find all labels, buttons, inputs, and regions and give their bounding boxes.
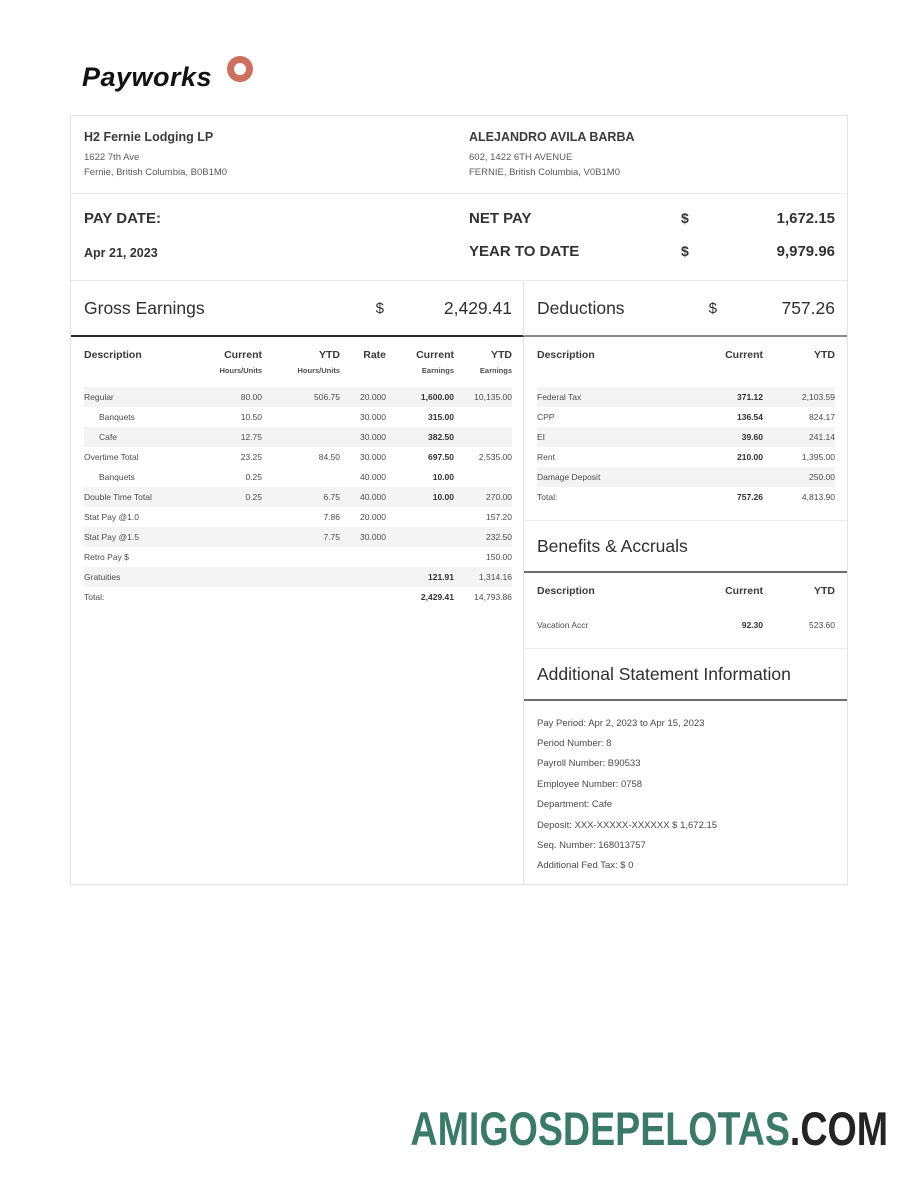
earnings-rate: 40.000 [360,472,386,482]
deductions-description: Federal Tax [537,392,582,402]
earnings-header-sublabel: Hours/Units [297,366,340,375]
earnings-rate: 30.000 [360,412,386,422]
benefits-table-body [537,615,835,635]
deductions-current: 757.26 [737,492,763,502]
earnings-ytd-earnings: 14,793.86 [474,592,512,602]
deductions-current: 371.12 [737,392,763,402]
earnings-current-earnings: 697.50 [428,452,454,462]
deductions-header-cell [668,349,763,361]
payworks-logo-text: Payworks [82,62,213,92]
deductions-row [537,427,835,447]
earnings-header-sublabel: Earnings [479,366,512,375]
watermark-suffix-text: .COM [789,1102,888,1155]
earnings-description: Total: [84,592,105,602]
earnings-rate: 30.000 [360,432,386,442]
additional-info-line: Department: Cafe [537,799,612,811]
gross-earnings-total [71,281,524,337]
employee-address-line1: 602, 1422 6TH AVENUE [469,152,573,163]
earnings-ytd-earnings: 150.00 [486,552,512,562]
earnings-header-cell [340,349,386,366]
earnings-row [84,387,512,407]
deductions-amount: 757.26 [781,297,835,318]
additional-info-line: Seq. Number: 168013757 [537,840,646,852]
earnings-current-hours: 80.00 [240,392,262,402]
earnings-header-label: YTD [491,349,512,361]
earnings-description: Cafe [99,432,117,442]
address-section [71,116,847,194]
earnings-current-hours: 0.25 [245,472,262,482]
gross-earnings-amount: 2,429.41 [443,297,512,318]
earnings-description: Double Time Total [84,492,152,502]
additional-info-line: Deposit: XXX-XXXXX-XXXXXX $ 1,672.15 [537,819,718,831]
earnings-header-sublabel: Earnings [421,366,454,375]
earnings-row [84,547,512,567]
earnings-current-earnings: 2,429.41 [420,592,454,602]
earnings-row [84,587,512,607]
employee-name: ALEJANDRO AVILA BARBA [469,130,635,144]
earnings-ytd-earnings: 1,314.16 [478,572,512,582]
benefits-header-label: Description [537,585,595,597]
deductions-current: 210.00 [737,452,763,462]
deductions-header-cell [763,349,835,361]
benefits-header-cell [537,585,668,597]
earnings-header-sublabel: Hours/Units [219,366,262,375]
additional-info-line: Period Number: 8 [537,738,612,750]
watermark-primary-text: AMIGOSDEPELOTAS [410,1102,790,1155]
deductions-header-cell [537,349,668,361]
net-pay-currency: $ [681,210,689,226]
deductions-row [537,467,835,487]
earnings-ytd-hours: 7.75 [323,532,340,542]
earnings-description: Banquets [99,412,135,422]
paystub-document [70,115,848,885]
earnings-header-cell [262,349,340,375]
earnings-row [84,487,512,507]
benefits-current: 92.30 [741,620,763,630]
earnings-description: Gratuities [84,572,121,582]
deductions-current: 39.60 [741,432,763,442]
earnings-current-earnings: 10.00 [432,472,454,482]
earnings-current-earnings: 382.50 [428,432,454,442]
benefits-header-label: Current [725,585,763,597]
deductions-header-label: YTD [814,349,835,361]
payworks-logo [82,56,253,93]
earnings-row [84,447,512,467]
earnings-current-earnings: 1,600.00 [420,392,454,402]
earnings-ytd-earnings: 157.20 [486,512,512,522]
benefits-row [537,615,835,635]
earnings-row [84,427,512,447]
earnings-header-label: Current [416,349,454,361]
pay-date-value: Apr 21, 2023 [84,246,158,260]
additional-info-line: Employee Number: 0758 [537,778,643,790]
earnings-ytd-earnings: 270.00 [486,492,512,502]
ytd-currency: $ [681,243,689,259]
deductions-description: Rent [537,452,555,462]
earnings-header-label: YTD [319,349,340,361]
earnings-row [84,467,512,487]
deductions-row [537,387,835,407]
additional-info-line: Payroll Number: B90533 [537,758,641,770]
earnings-row [84,407,512,427]
earnings-table-body [84,387,512,607]
earnings-header-cell [454,349,512,375]
deductions-header-label: Current [725,349,763,361]
earnings-rate: 20.000 [360,392,386,402]
earnings-row [84,507,512,527]
earnings-ytd-earnings: 10,135.00 [474,392,512,402]
earnings-header-cell [84,349,182,366]
earnings-ytd-hours: 6.75 [323,492,340,502]
ytd-amount: 9,979.96 [776,243,835,260]
deductions-ytd: 2,103.59 [801,392,835,402]
net-pay-row [469,210,835,227]
earnings-current-earnings: 315.00 [428,412,454,422]
employer-address-block [71,130,469,180]
employee-address-line2: FERNIE, British Columbia, V0B1M0 [469,167,620,178]
earnings-column [71,337,524,884]
additional-info-line: Additional Fed Tax: $ 0 [537,860,634,872]
gross-earnings-label: Gross Earnings [84,297,205,318]
earnings-rate: 40.000 [360,492,386,502]
earnings-ytd-hours: 7.86 [323,512,340,522]
year-to-date-row [469,243,835,260]
earnings-ytd-earnings: 232.50 [486,532,512,542]
earnings-description: Banquets [99,472,135,482]
pay-date-label: PAY DATE: [84,210,161,227]
pay-summary-section [71,194,847,281]
employer-name: H2 Fernie Lodging LP [84,130,214,144]
deductions-table [524,337,847,507]
deductions-row [537,487,835,507]
deductions-description: CPP [537,412,555,422]
deductions-row [537,407,835,427]
deductions-description: Total: [537,492,558,502]
earnings-header-cell [386,349,454,375]
employee-address-block [469,130,847,180]
earnings-header-label: Description [84,349,142,361]
earnings-header-label: Rate [363,349,386,361]
earnings-current-earnings: 121.91 [428,572,454,582]
earnings-current-hours: 10.50 [240,412,262,422]
additional-info-title: Additional Statement Information [537,664,791,684]
deductions-ytd: 824.17 [809,412,835,422]
earnings-description: Retro Pay $ [84,552,129,562]
additional-info-lines [524,701,847,876]
deductions-description: EI [537,432,546,442]
benefits-table [524,573,847,635]
additional-info-line: Pay Period: Apr 2, 2023 to Apr 15, 2023 [537,717,705,729]
pay-date-block [71,210,469,260]
deductions-ytd: 4,813.90 [801,492,835,502]
earnings-current-earnings: 10.00 [432,492,454,502]
deductions-total [524,281,847,337]
earnings-ytd-hours: 506.75 [314,392,340,402]
net-pay-block [469,210,847,260]
deductions-current: 136.54 [737,412,763,422]
deductions-currency: $ [708,299,717,317]
earnings-header-label: Current [224,349,262,361]
gross-earnings-currency: $ [375,299,384,317]
earnings-description: Stat Pay @1.5 [84,532,139,542]
watermark [410,1101,888,1156]
deductions-ytd: 241.14 [809,432,835,442]
employer-address-line1: 1622 7th Ave [84,152,140,163]
earnings-header-cell [182,349,262,375]
tables-section [71,337,847,884]
ytd-label: YEAR TO DATE [469,243,580,260]
benefits-description: Vacation Accr [537,620,589,630]
earnings-current-hours: 12.75 [240,432,262,442]
earnings-table-header [84,337,512,387]
earnings-row [84,567,512,587]
earnings-rate: 30.000 [360,532,386,542]
benefits-table-header [537,573,835,615]
deductions-label: Deductions [537,297,625,318]
net-pay-amount: 1,672.15 [776,210,835,227]
section-totals-band [71,281,847,337]
deductions-header-label: Description [537,349,595,361]
benefits-title: Benefits & Accruals [537,536,688,556]
earnings-current-hours: 23.25 [240,452,262,462]
earnings-description: Overtime Total [84,452,139,462]
earnings-rate: 30.000 [360,452,386,462]
earnings-description: Regular [84,392,114,402]
payworks-ring-icon [227,56,253,82]
earnings-rate: 20.000 [360,512,386,522]
deductions-ytd: 1,395.00 [801,452,835,462]
employer-address-line2: Fernie, British Columbia, B0B1M0 [84,167,228,178]
earnings-ytd-hours: 84.50 [318,452,340,462]
deductions-ytd: 250.00 [809,472,835,482]
benefits-header-cell [668,585,763,597]
benefits-header-cell [763,585,835,597]
deductions-table-body [537,387,835,507]
deductions-row [537,447,835,467]
benefits-header-label: YTD [814,585,835,597]
right-column [524,337,847,884]
net-pay-label: NET PAY [469,210,532,227]
earnings-row [84,527,512,547]
benefits-ytd: 523.60 [809,620,835,630]
deductions-description: Damage Deposit [537,472,601,482]
deductions-table-header [537,337,835,387]
earnings-description: Stat Pay @1.0 [84,512,139,522]
earnings-ytd-earnings: 2,535.00 [478,452,512,462]
earnings-current-hours: 0.25 [245,492,262,502]
